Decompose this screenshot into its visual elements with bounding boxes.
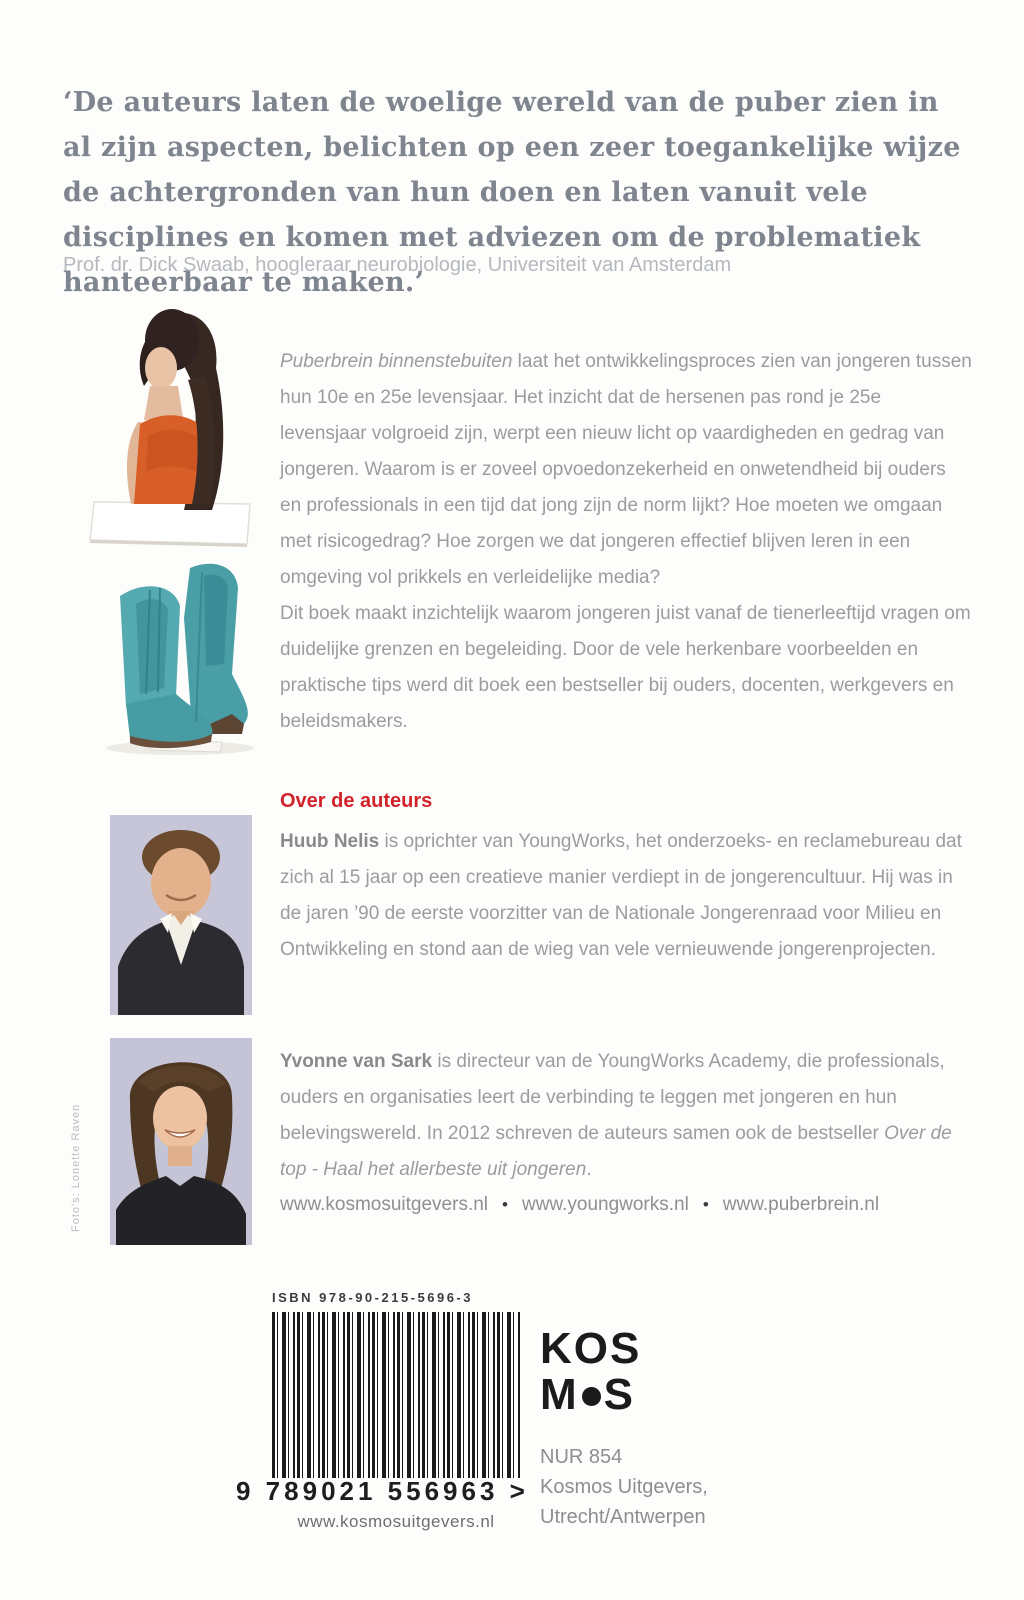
yvonne-van-sark-bio: Yvonne van Sark is directeur van de YoungWorks Academy, die professionals, ouders en organisaties leert de verbinding te leggen met jongeren en hun belevingswereld. In 2012 schreven de auteurs samen ook de bestseller Over de top - Haal het allerbeste uit jongeren. xyxy=(280,1051,952,1180)
book-title-italic: Over de top - Haal het allerbeste uit jongeren xyxy=(280,1123,952,1180)
author-name: Huub Nelis xyxy=(280,831,380,852)
cowboy-boots-illustration xyxy=(92,554,262,759)
photo-credit: Foto's: Lonette Raven xyxy=(70,1103,82,1232)
huub-nelis-bio: Huub Nelis is oprichter van YoungWorks, het onderzoeks- en reclamebureau dat zich al 15 jaar op een creatieve manier verdiept in de jongerencultuur. Hij was in de jaren ’90 de eerste voorzitter van de Nationale Jongerenraad voor Milieu en Ontwikkeling en stond aan de wieg van vele vernieuwende jongerenprojecten. xyxy=(280,831,962,960)
barcode xyxy=(272,1312,520,1478)
kosmos-dot-icon xyxy=(582,1387,601,1406)
publisher-block xyxy=(540,1442,708,1532)
book-title-italic: Puberbrein binnenstebuiten xyxy=(280,351,513,372)
huub-nelis-portrait xyxy=(110,815,252,1015)
barcode-digits: 9 789021 556963 > xyxy=(236,1476,529,1506)
pull-quote: ‘De auteurs laten de woelige wereld van de puber zien in al zijn aspecten, belichten op een zeer toegankelijke wijze de achtergronden van hun doen en laten vanuit vele disciplines en komen met adviezen om de problematiek hanteerbaar te maken.’ xyxy=(63,87,961,298)
nur-label: NUR 854 xyxy=(540,1446,623,1468)
kosmos-logo-line1: KOS xyxy=(540,1324,642,1373)
singer-cutout-illustration xyxy=(88,306,256,548)
authors-heading: Over de auteurs xyxy=(280,790,433,812)
book-description-paragraph: Dit boek maakt inzichtelijk waarom jongeren juist vanaf de tienerleeftijd vragen om duidelijke grenzen en begeleiding. Door de vele herkenbare voorbeelden en praktische tips werd dit boek een bestseller bij ouders, docenten, werkgevers en beleidsmakers. xyxy=(280,603,971,732)
book-summary: Puberbrein binnenstebuiten laat het ontwikkelingsproces zien van jongeren tussen hun 10e en 25e levensjaar. Het inzicht dat de hersenen pas rond je 25e levensjaar volgroeid zijn, werpt een nieuw licht op vaardigheden en gedrag van jongeren. Waarom is er zoveel opvoedonzekerheid en onwetendheid bij ouders en professionals in een tijd dat jong zijn de norm lijkt? Hoe moeten we omgaan met risicogedrag? Hoe zorgen we dat jongeren effectief blijven leren in een omgeving vol prikkels en verleidelijke media? xyxy=(280,351,972,588)
website-link: www.youngworks.nl xyxy=(521,1194,689,1215)
yvonne-van-sark-portrait xyxy=(110,1038,252,1245)
bullet-separator: • xyxy=(702,1195,709,1214)
bullet-separator: • xyxy=(502,1195,508,1214)
huub-nelis-photo xyxy=(110,815,252,1015)
yvonne-van-sark-photo xyxy=(110,1038,252,1245)
website-link: www.puberbrein.nl xyxy=(722,1194,880,1215)
kosmos-logo-line2: M S xyxy=(540,1370,636,1419)
singer-cutout-photo xyxy=(88,306,256,548)
barcode-arrow: > xyxy=(509,1476,529,1506)
publisher-name: Kosmos Uitgevers, xyxy=(540,1476,708,1498)
isbn-label: ISBN 978-90-215-5696-3 xyxy=(272,1290,473,1305)
author-name: Yvonne van Sark xyxy=(280,1051,433,1072)
publisher-cities: Utrecht/Antwerpen xyxy=(540,1506,706,1528)
cowboy-boots-photo xyxy=(92,554,262,759)
quote-attribution: Prof. dr. Dick Swaab, hoogleraar neurobiologie, Universiteit van Amsterdam xyxy=(63,254,732,276)
intro-paragraph xyxy=(280,344,972,740)
kosmos-logo xyxy=(540,1326,641,1418)
website-list xyxy=(280,1194,972,1216)
website-link: www.kosmosuitgevers.nl xyxy=(280,1194,489,1215)
barcode-url: www.kosmosuitgevers.nl xyxy=(297,1512,495,1531)
